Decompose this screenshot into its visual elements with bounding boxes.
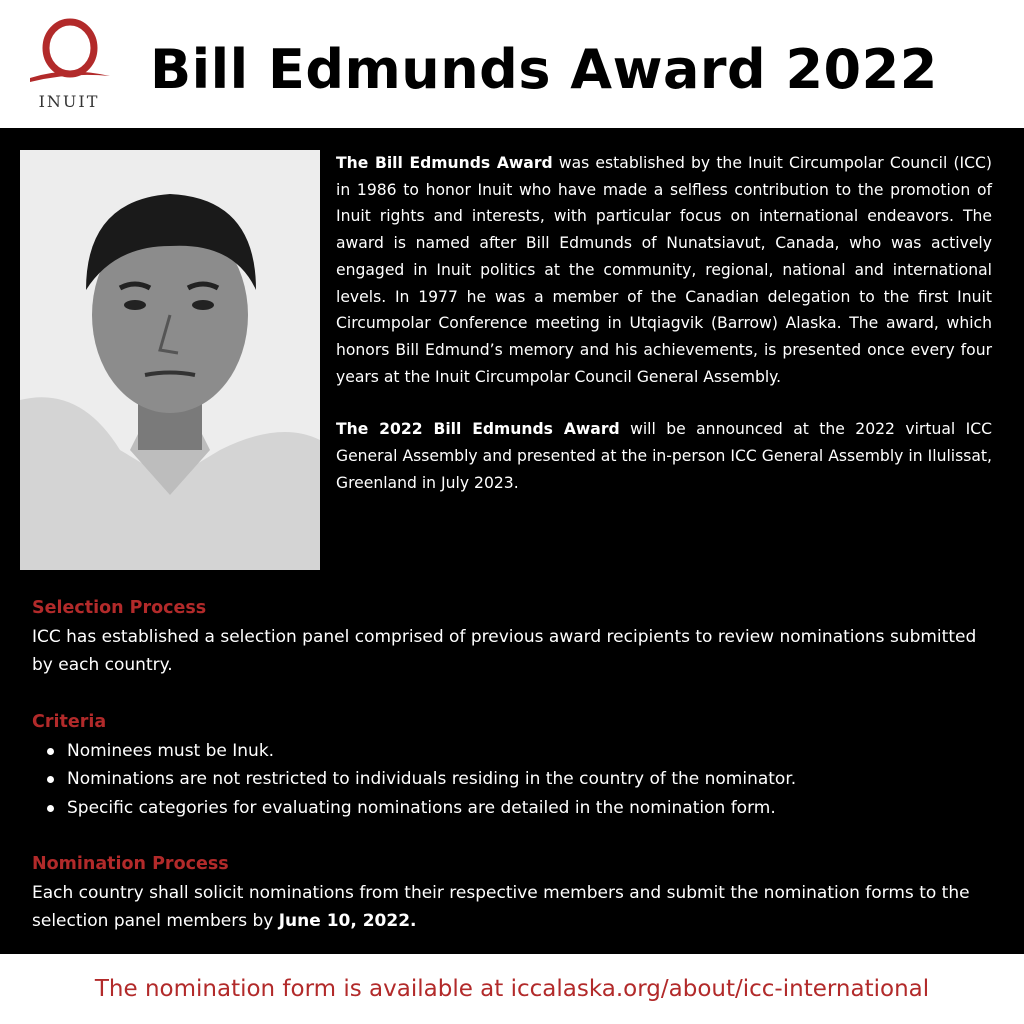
intro-text [336,150,992,496]
header [0,0,1024,128]
criteria-item: Specific categories for evaluating nominations are detailed in the nomination form. [46,794,1002,823]
main-panel [0,128,1024,954]
criteria-list [32,737,1002,823]
intro-paragraph-2 [336,416,992,496]
footer-link-text: The nomination form is available at iccalaska.org/about/icc-international [0,954,1024,1024]
inuit-circle-logo-icon [26,16,114,96]
intro-paragraph-1 [336,150,992,390]
criteria-item: Nominees must be Inuk. [46,737,1002,766]
bill-edmunds-photo [20,150,320,570]
portrait-icon [20,150,320,570]
selection-process-section [32,594,1002,680]
logo-text: INUIT [38,92,100,111]
nomination-text-block [32,879,1002,936]
selection-text: ICC has established a selection panel comprised of previous award recipients to review nominations submitted by each country. [32,626,977,675]
nomination-text: Each country shall solicit nominations from their respective members and submit the nomination forms to the selection panel members by [32,882,970,931]
nomination-deadline: June 10, 2022. [278,911,417,931]
criteria-section [32,708,1002,822]
intro-body-2: will be announced at the 2022 virtual ICC General Assembly and presented at the in-person ICC General Assembly in Ilulissat, Greenland in July 2023. [336,420,992,492]
nomination-process-section [32,850,1002,936]
intro-lead-1: The Bill Edmunds Award [336,154,553,172]
icc-logo [26,16,114,116]
page-title: Bill Edmunds Award 2022 [150,38,938,101]
criteria-item: Nominations are not restricted to individuals residing in the country of the nominator. [46,765,1002,794]
criteria-heading: Criteria [32,712,107,732]
selection-heading: Selection Process [32,598,207,618]
intro-body-1: was established by the Inuit Circumpolar Council (ICC) in 1986 to honor Inuit who have made a selfless contribution to the promotion of Inuit rights and interests, with particular focus on international endeavors. The award is named after Bill Edmunds of Nunatsiavut, Canada, who was actively engaged in Inuit politics at the community, regional, national and international levels. In 1977 he was a member of the Canadian delegation to the first Inuit Circumpolar Conference meeting in Utqiagvik (Barrow) Alaska. The award, which honors Bill Edmund’s memory and his achievements, is presented once every four years at the Inuit Circumpolar Council General Assembly. [336,154,992,386]
intro-lead-2: The 2022 Bill Edmunds Award [336,420,620,439]
nomination-heading: Nomination Process [32,854,229,874]
